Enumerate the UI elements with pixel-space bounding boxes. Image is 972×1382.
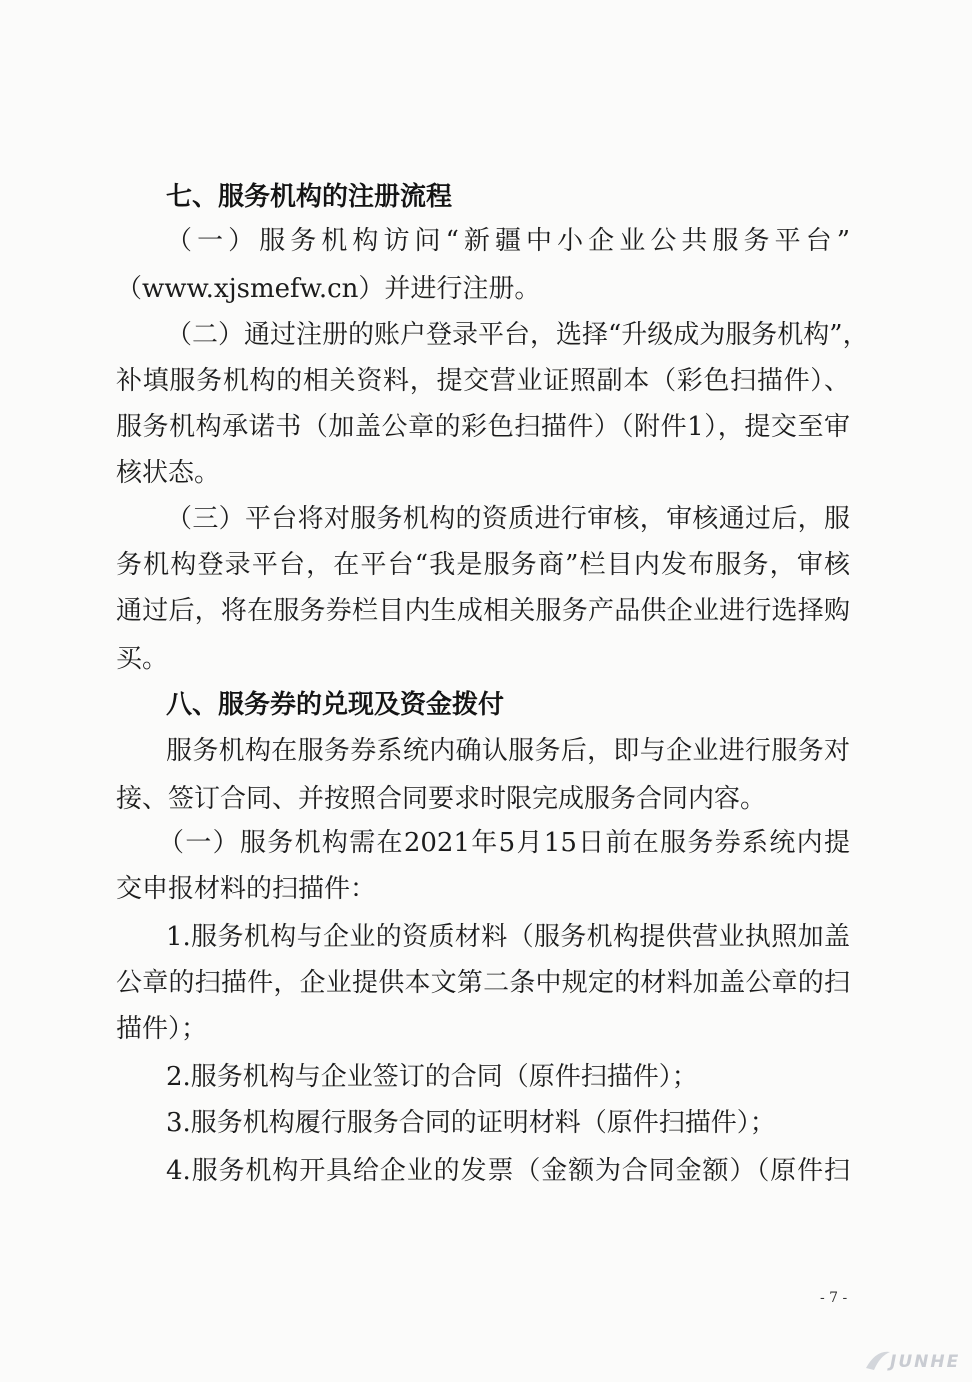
section-7-line-6: 核状态。 (116, 458, 221, 488)
section-8-line-10: 4.服务机构开具给企业的发票（金额为合同金额）（原件扫 (166, 1156, 850, 1186)
section-8-line-4: 交申报材料的扫描件： (116, 874, 377, 904)
section-8-line-2: 接、签订合同、并按照合同要求时限完成服务合同内容。 (116, 784, 767, 814)
section-7-line-4: 补填服务机构的相关资料，提交营业证照副本（彩色扫描件）、 (116, 366, 850, 396)
section-7-line-7: （三）平台将对服务机构的资质进行审核，审核通过后，服 (166, 504, 850, 534)
watermark-text: JUNHE (890, 1352, 961, 1372)
page-number: - 7 - (820, 1290, 848, 1306)
section-8-line-6: 公章的扫描件，企业提供本文第二条中规定的材料加盖公章的扫 (116, 968, 850, 998)
section-7-heading: 七、服务机构的注册流程 (166, 182, 453, 212)
section-8-line-8: 2.服务机构与企业签订的合同（原件扫描件）； (166, 1062, 698, 1092)
section-7-line-10: 买。 (116, 644, 169, 674)
section-8-line-3: （一）服务机构需在2021年5月15日前在服务券系统内提 (158, 828, 850, 858)
section-8-line-5: 1.服务机构与企业的资质材料（服务机构提供营业执照加盖 (166, 922, 850, 952)
section-7-line-9: 通过后，将在服务券栏目内生成相关服务产品供企业进行选择购 (116, 596, 850, 626)
section-7-line-2: （www.xjsmefw.cn）并进行注册。 (116, 274, 541, 304)
watermark-logo (862, 1346, 966, 1376)
section-7-line-8: 务机构登录平台，在平台“我是服务商”栏目内发布服务，审核 (116, 550, 850, 580)
section-8-line-7: 描件）； (116, 1014, 208, 1044)
section-8-heading: 八、服务券的兑现及资金拨付 (166, 690, 505, 720)
section-7-line-5: 服务机构承诺书（加盖公章的彩色扫描件）（附件1），提交至审 (116, 412, 850, 442)
section-7-line-3: （二）通过注册的账户登录平台，选择“升级成为服务机构”， (166, 320, 869, 350)
section-7-line-1: （一）服务机构访问“新疆中小企业公共服务平台” (166, 226, 850, 256)
section-8-line-9: 3.服务机构履行服务合同的证明材料（原件扫描件）； (166, 1108, 776, 1138)
section-8-line-1: 服务机构在服务券系统内确认服务后，即与企业进行服务对 (166, 736, 850, 766)
watermark-swoosh-icon (862, 1346, 892, 1376)
